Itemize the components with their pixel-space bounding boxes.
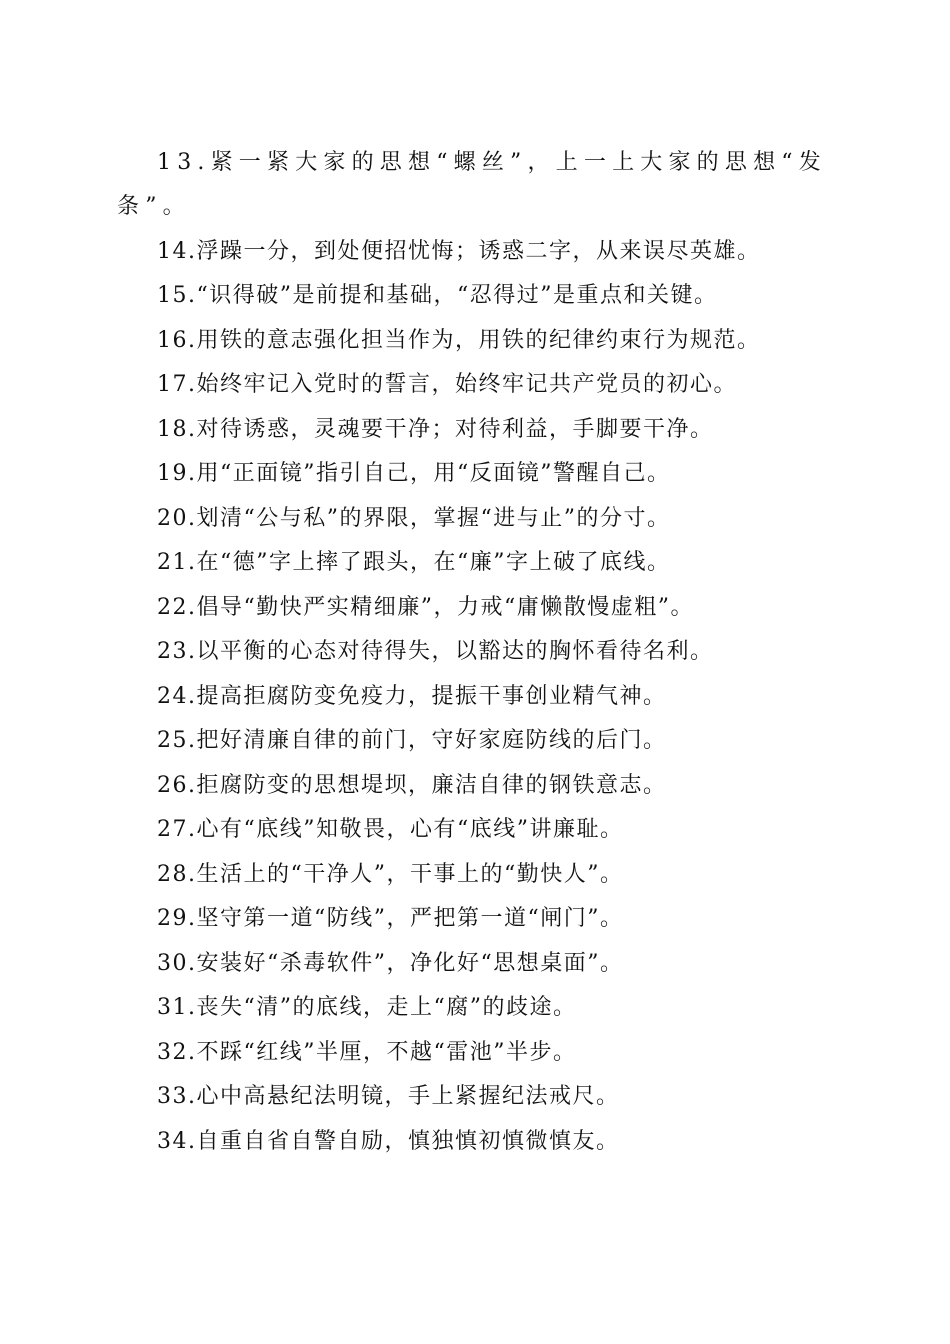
list-item: 15.“识得破”是前提和基础，“忍得过”是重点和关键。 (157, 283, 718, 308)
list-item: 33.心中高悬纪法明镜，手上紧握纪法戒尺。 (157, 1084, 620, 1109)
list-item: 19.用“正面镜”指引自己，用“反面镜”警醒自己。 (157, 461, 671, 486)
list-item: 25.把好清廉自律的前门，守好家庭防线的后门。 (157, 728, 667, 753)
list-item: 30.安装好“杀毒软件”，净化好“思想桌面”。 (157, 950, 624, 976)
list-item: 21.在“德”字上摔了跟头，在“廉”字上破了底线。 (157, 550, 671, 575)
list-item: 32.不踩“红线”半厘，不越“雷池”半步。 (157, 1039, 577, 1065)
list-item: 28.生活上的“干净人”，干事上的“勤快人”。 (157, 861, 624, 887)
list-item: 22.倡导“勤快严实精细廉”，力戒“庸懒散慢虚粗”。 (157, 594, 694, 620)
list-item: 26.拒腐防变的思想堤坝，廉洁自律的钢铁意志。 (157, 772, 667, 798)
list-item: 16.用铁的意志强化担当作为，用铁的纪律约束行为规范。 (157, 327, 761, 353)
list-item: 23.以平衡的心态对待得失，以豁达的胸怀看待名利。 (157, 639, 714, 664)
list-item: 20.划清“公与私”的界限，掌握“进与止”的分寸。 (157, 505, 671, 531)
document-body (117, 141, 829, 1164)
list-item: 29.坚守第一道“防线”，严把第一道“闸门”。 (157, 906, 624, 931)
list-item: 13.紧一紧大家的思想“螺丝”，上一上大家的思想“发条”。 (117, 150, 827, 219)
list-item: 17.始终牢记入党时的誓言，始终牢记共产党员的初心。 (157, 372, 737, 397)
list-item: 24.提高拒腐防变免疫力，提振干事创业精气神。 (157, 683, 667, 709)
list-item: 14.浮躁一分，到处便招忧悔；诱惑二字，从来误尽英雄。 (157, 238, 761, 264)
list-item: 31.丧失“清”的底线，走上“腐”的歧途。 (157, 995, 577, 1020)
list-item: 27.心有“底线”知敬畏，心有“底线”讲廉耻。 (157, 817, 624, 842)
list-item: 18.对待诱惑，灵魂要干净；对待利益，手脚要干净。 (157, 416, 714, 442)
list-item: 34.自重自省自警自励，慎独慎初慎微慎友。 (157, 1128, 620, 1154)
